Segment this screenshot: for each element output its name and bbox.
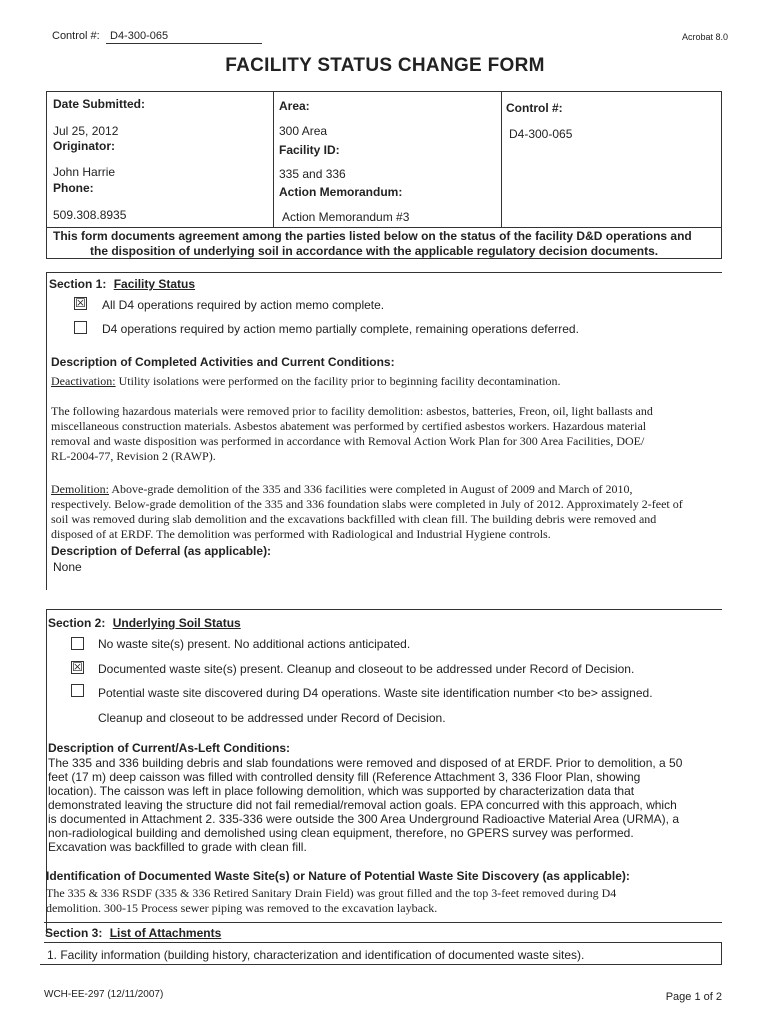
section1-heading (49, 277, 195, 291)
hazmat-line: RL-2004-77, Revision 2 (RAWP). (51, 449, 216, 463)
facility-status-complete-checkbox[interactable]: ☒ (75, 296, 86, 310)
control-number-value: D4-300-065 (110, 30, 169, 42)
identification-line: demolition. 300-15 Process sewer piping was removed to the excavation layback. (46, 901, 438, 915)
section1-title: Facility Status (113, 277, 196, 291)
demolition-paragraph (51, 482, 721, 542)
facility-status-complete-label: All D4 operations required by action memo complete. (102, 298, 385, 312)
section1-prefix: Section 1: (49, 277, 107, 291)
control-label: Control #: (506, 101, 563, 115)
attachment-item-1: 1. Facility information (building history, characterization and identification of documented waste sites). (47, 948, 585, 962)
date-submitted-label: Date Submitted: (53, 97, 146, 111)
form-title: FACILITY STATUS CHANGE FORM (225, 55, 545, 76)
soil-potential-waste-label: Potential waste site discovered during D4 operations. Waste site identification number <to be> assigned. (98, 686, 653, 700)
page-number: Page 1 of 2 (665, 991, 722, 1003)
hazmat-line: removal and waste disposition was performed in accordance with Removal Action Work Plan for 300 Area Facilities, DOE/ (51, 434, 645, 448)
completed-activities-heading: Description of Completed Activities and Current Conditions: (51, 355, 395, 369)
action-memo-value: Action Memorandum #3 (282, 210, 410, 224)
section1-left-border (46, 272, 47, 590)
area-label: Area: (279, 99, 310, 113)
demolition-line: Above-grade demolition of the 335 and 336 facilities were completed in August of 2009 and March of 2010, (109, 482, 633, 496)
facility-id-label: Facility ID: (279, 143, 340, 157)
current-conditions-heading: Description of Current/As-Left Conditions: (48, 741, 290, 755)
soil-potential-waste-checkbox[interactable] (71, 684, 84, 697)
hazmat-paragraph (51, 404, 721, 464)
action-memo-label: Action Memorandum: (279, 185, 403, 199)
date-submitted-value: Jul 25, 2012 (53, 124, 119, 138)
section3-right-border (721, 942, 722, 964)
soil-no-waste-label: No waste site(s) present. No additional actions anticipated. (98, 637, 411, 651)
current-line: is documented in Attachment 2. 335-336 were outside the 300 Area Underground Radioactive Material Area (URMA), a (48, 812, 680, 826)
demolition-line: disposed of at ERDF. The demolition was performed with Radiological and Industrial Hygiene controls. (51, 527, 551, 541)
hazmat-line: miscellaneous construction materials. Asbestos abatement was performed by certified asbestos workers. Hazardous material (51, 419, 647, 433)
section3-top-border (44, 922, 722, 923)
section2-top-border (46, 609, 722, 610)
current-line: feet (17 m) deep caisson was filled with controlled density fill (Reference Attachment 3, 336 Floor Plan, showing (48, 770, 641, 784)
hazmat-line: The following hazardous materials were removed prior to facility demolition: asbestos, batteries, Freon, oil, light ballasts and (51, 404, 653, 418)
identification-heading: Identification of Documented Waste Site(s) or Nature of Potential Waste Site Discovery (as applicable): (46, 869, 630, 883)
current-line: demonstrated leaving the structure did not fail remedial/removal action goals. EPA concurred with this approach, which (48, 798, 677, 812)
section3-bottom-border (40, 964, 722, 965)
originator-value: John Harrie (53, 165, 116, 179)
identification-line: The 335 & 336 RSDF (335 & 336 Retired Sanitary Drain Field) was grout filled and the top 3-feet removed during D4 (46, 886, 617, 900)
facility-status-partial-checkbox[interactable] (74, 321, 87, 334)
acrobat-version: Acrobat 8.0 (681, 32, 728, 42)
section2-prefix: Section 2: (48, 616, 106, 630)
phone-value: 509.308.8935 (53, 208, 127, 222)
demolition-label: Demolition: (51, 482, 109, 496)
demolition-line: respectively. Below-grade demolition of the 335 and 336 foundation slabs were completed in July of 2012. Approximately 2-feet of (51, 497, 683, 511)
form-number: WCH-EE-297 (12/11/2007) (44, 989, 164, 1000)
current-line: The 335 and 336 building debris and slab foundations were removed and disposed of at ERDF. Prior to demolition, a 50 (48, 756, 683, 770)
deactivation-paragraph (51, 374, 561, 389)
section1-top-border (46, 272, 722, 273)
demolition-line: soil was removed during slab demolition and the excavations backfilled with clean fill. The building debris were removed and (51, 512, 657, 526)
soil-no-waste-checkbox[interactable] (71, 637, 84, 650)
soil-documented-waste-label: Documented waste site(s) present. Cleanup and closeout to be addressed under Record of Decision. (98, 662, 635, 676)
soil-potential-waste-continued: Cleanup and closeout to be addressed under Record of Decision. (98, 711, 446, 725)
section3-heading (45, 926, 221, 940)
section2-title: Underlying Soil Status (112, 616, 241, 630)
current-line: location). The caisson was left in place following demolition, which was supported by characterization data that (48, 784, 635, 798)
control-underline (106, 43, 262, 44)
current-line: Excavation was backfilled to grade with clean fill. (48, 840, 307, 854)
facility-status-partial-label: D4 operations required by action memo partially complete, remaining operations deferred. (102, 322, 579, 336)
control-value: D4-300-065 (509, 127, 573, 141)
control-number-label: Control #: (52, 30, 100, 42)
deactivation-label: Deactivation: (51, 374, 116, 388)
deferral-heading: Description of Deferral (as applicable): (51, 544, 272, 558)
deactivation-text: Utility isolations were performed on the facility prior to beginning facility decontamination. (115, 374, 561, 388)
section3-prefix: Section 3: (45, 926, 103, 940)
soil-documented-waste-checkbox[interactable]: ☒ (72, 660, 83, 674)
current-conditions-paragraph (48, 756, 720, 854)
originator-label: Originator: (53, 139, 115, 153)
area-value: 300 Area (279, 124, 328, 138)
identification-paragraph (46, 886, 718, 916)
current-line: non-radiological building and demolished using clean equipment, therefore, no GPERS survey was performed. (48, 826, 634, 840)
phone-label: Phone: (53, 181, 94, 195)
deferral-value: None (53, 560, 82, 574)
agreement-line-1: This form documents agreement among the parties listed below on the status of the facility D&D operations and (53, 229, 692, 243)
section3-title: List of Attachments (109, 926, 222, 940)
facility-id-value: 335 and 336 (279, 167, 346, 181)
agreement-line-2: the disposition of underlying soil in accordance with the applicable regulatory decision documents. (90, 244, 659, 258)
section2-heading (48, 616, 241, 630)
section3-header-border (44, 942, 722, 943)
